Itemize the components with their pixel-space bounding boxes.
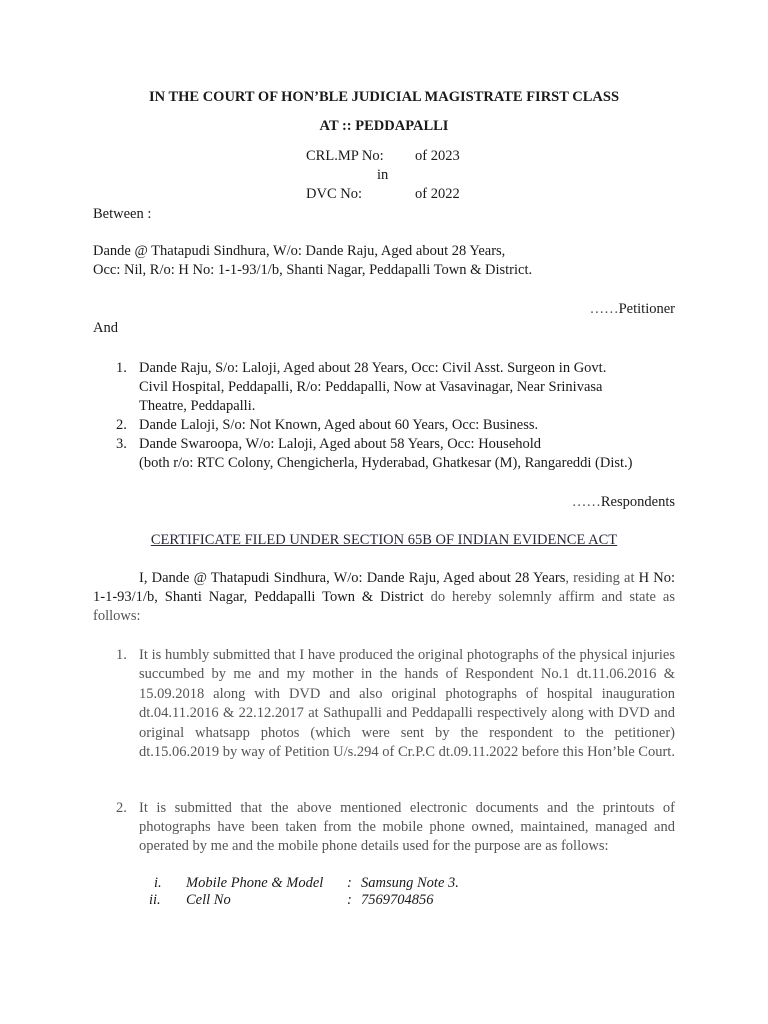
respondent-1-line-3: Theatre, Peddapalli. xyxy=(139,398,256,414)
phone-row-2-value: 7569704856 xyxy=(361,892,434,908)
petitioner-dots: …… xyxy=(589,301,619,317)
intro-part-5: do hereby solemnly affirm and state as follows: xyxy=(93,589,675,624)
petitioner-line-2: Occ: Nil, R/o: H No: 1-1-93/1/b, Shanti Nagar, Peddapalli Town & District. xyxy=(93,262,533,278)
phone-row-2-label: Cell No xyxy=(186,892,231,908)
intro-paragraph xyxy=(93,569,675,626)
point-1-number: 1. xyxy=(116,647,127,663)
dvc-year: of 2022 xyxy=(415,186,460,202)
respondents-tag xyxy=(572,493,675,512)
point-1-text: It is humbly submitted that I have produced the original photographs of the physical injuries succumbed by me and my mother in the hands of Respondent No.1 dt.11.06.2016 & 15.09.2018 along with DVD and also original photographs of hospital inauguration dt.04.11.2016 & 22.12.2017 at Sathupalli and Peddapalli respectively along with DVD and original whatsapp photos (which were sent by the respondent to the petitioner) dt.15.06.2019 by way of Petition U/s.294 of Cr.P.C dt.09.11.2022 before this Hon’ble Court. xyxy=(139,647,675,761)
intro-part-3: , residing at xyxy=(565,570,639,586)
respondent-1-line-1: Dande Raju, S/o: Laloji, Aged about 28 Years, Occ: Civil Asst. Surgeon in Govt. xyxy=(139,360,607,376)
intro-name: Dande @ Thatapudi Sindhura, W/o: Dande Raju, Aged about 28 Years xyxy=(151,570,566,586)
petitioner-tag xyxy=(590,300,675,319)
between-label: Between : xyxy=(93,206,152,222)
petitioner-label: Petitioner xyxy=(618,301,675,317)
point-2-text: It is submitted that the above mentioned electronic documents and the printouts of photographs have been taken from the mobile phone owned, maintained, managed and operated by me and the mobile phone details used for the purpose are as follows: xyxy=(139,800,675,854)
respondent-2-line-1: Dande Laloji, S/o: Not Known, Aged about 60 Years, Occ: Business. xyxy=(139,417,539,433)
intro-part-1: I, xyxy=(139,570,152,586)
respondent-1-line-2: Civil Hospital, Peddapalli, R/o: Peddapalli, Now at Vasavinagar, Near Srinivasa xyxy=(139,379,603,395)
respondent-2-number: 2. xyxy=(116,417,127,433)
court-location: AT :: PEDDAPALLI xyxy=(319,118,449,134)
respondent-3-number: 3. xyxy=(116,436,127,452)
respondents-dots: …… xyxy=(571,494,601,510)
phone-row-1-number: i. xyxy=(154,875,162,891)
respondent-3-line-2: (both r/o: RTC Colony, Chengicherla, Hyderabad, Ghatkesar (M), Rangareddi (Dist.) xyxy=(139,455,633,471)
dvc-label: DVC No: xyxy=(306,186,362,202)
petitioner-line-1: Dande @ Thatapudi Sindhura, W/o: Dande Raju, Aged about 28 Years, xyxy=(93,243,506,259)
point-2-number: 2. xyxy=(116,800,127,816)
court-heading: IN THE COURT OF HON’BLE JUDICIAL MAGISTRATE FIRST CLASS xyxy=(148,89,620,105)
respondents-label: Respondents xyxy=(600,494,675,510)
phone-row-1-value: Samsung Note 3. xyxy=(361,875,459,891)
respondent-3-line-1: Dande Swaroopa, W/o: Laloji, Aged about 58 Years, Occ: Household xyxy=(139,436,542,452)
phone-row-1-separator: : xyxy=(347,875,352,891)
phone-row-2-separator: : xyxy=(347,892,352,908)
respondent-1-number: 1. xyxy=(116,360,127,376)
phone-row-1-label: Mobile Phone & Model xyxy=(186,875,324,891)
crlmp-label: CRL.MP No: xyxy=(306,148,384,164)
and-label: And xyxy=(93,320,118,336)
intro-address: H No: 1-1-93/1/b, Shanti Nagar, Peddapalli Town & District xyxy=(93,570,675,605)
phone-row-2-number: ii. xyxy=(149,892,161,908)
certificate-title: CERTIFICATE FILED UNDER SECTION 65B OF INDIAN EVIDENCE ACT xyxy=(150,532,618,548)
crlmp-year: of 2023 xyxy=(415,148,460,164)
case-in: in xyxy=(377,167,389,183)
